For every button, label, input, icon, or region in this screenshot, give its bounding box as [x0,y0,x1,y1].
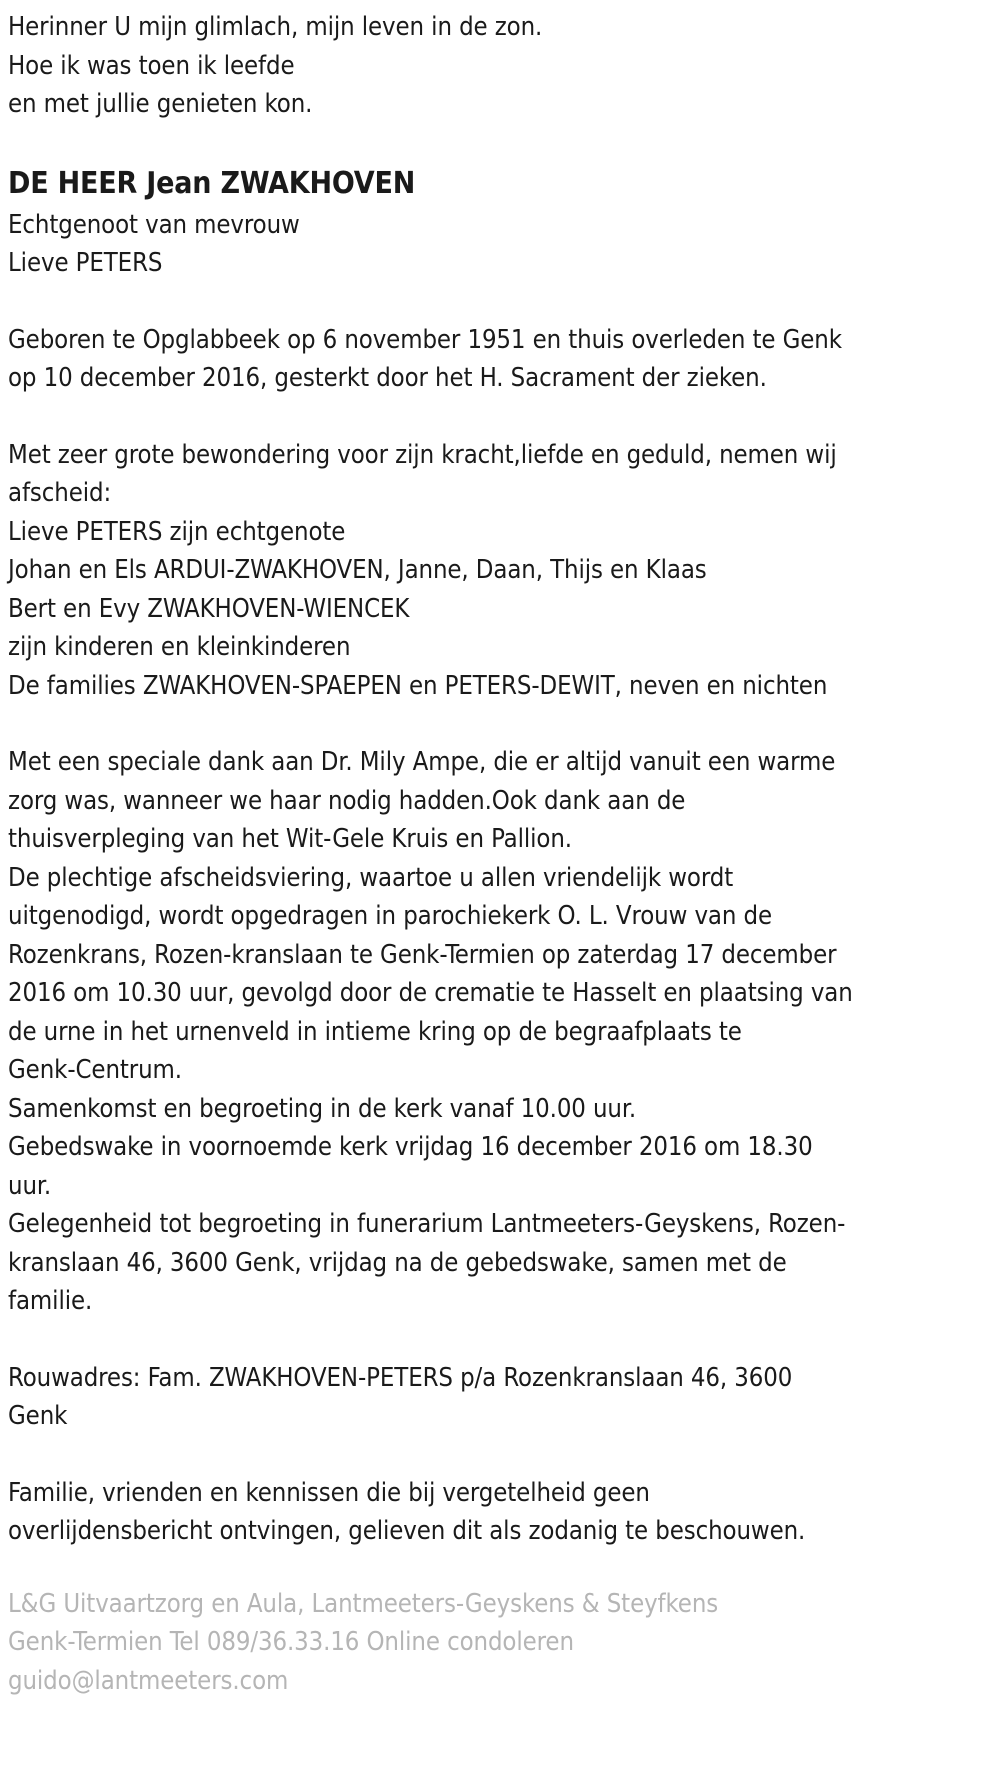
ceremony-line: Genk-Centrum. [8,1055,182,1085]
ceremony-line: kranslaan 46, 3600 Genk, vrijdag na de gebedswake, samen met de [8,1247,787,1278]
deceased-name-heading: DE HEER Jean ZWAKHOVEN [8,165,416,201]
poem-block [8,8,990,124]
poem-line: Herinner U mijn glimlach, mijn leven in de zon. [8,12,543,42]
mourning-address-line: Genk [8,1401,68,1431]
spacer [8,283,990,321]
survivor-line: Lieve PETERS zijn echtgenote [8,516,346,547]
spouse-name: Lieve PETERS [8,248,163,278]
spacer [8,124,990,162]
ceremony-line: Samenkomst en begroeting in de kerk vanaf 10.00 uur. [8,1093,637,1124]
ceremony-line: Gebedswake in voornoemde kerk vrijdag 16 december 2016 om 18.30 [8,1132,813,1162]
mourning-address-block [8,1359,990,1436]
ceremony-block [8,859,990,1321]
spacer [8,1321,990,1359]
spacer [8,705,990,743]
birth-death-block [8,321,990,398]
survivor-line: De families ZWAKHOVEN-SPAEPEN en PETERS-DEWIT, neven en nichten [8,670,828,701]
ceremony-line: familie. [8,1286,93,1316]
poem-line: en met jullie genieten kon. [8,89,313,119]
birth-death-line: op 10 december 2016, gesterkt door het H. Sacrament der zieken. [8,363,767,393]
farewell-intro-line: afscheid: [8,478,112,508]
ceremony-line: uitgenodigd, wordt opgedragen in parochiekerk O. L. Vrouw van de [8,901,773,931]
footer-line: L&G Uitvaartzorg en Aula, Lantmeeters-Geyskens & Steyfkens [8,1588,719,1619]
survivor-line: Johan en Els ARDUI-ZWAKHOVEN, Janne, Daan, Thijs en Klaas [8,555,707,585]
spouse-prefix: Echtgenoot van mevrouw [8,209,300,240]
ceremony-line: de urne in het urnenveld in intieme kring op de begraafplaats te [8,1016,742,1047]
ceremony-line: Gelegenheid tot begroeting in funerarium Lantmeeters-Geyskens, Rozen- [8,1209,846,1239]
thanks-block [8,743,990,859]
farewell-intro-block [8,436,990,513]
survivors-block [8,513,990,706]
survivor-line: zijn kinderen en kleinkinderen [8,632,351,662]
thanks-line: zorg was, wanneer we haar nodig hadden.Ook dank aan de [8,785,686,816]
birth-death-line: Geboren te Opglabbeek op 6 november 1951 en thuis overleden te Genk [8,324,842,355]
closing-block [8,1474,990,1551]
thanks-line: thuisverpleging van het Wit-Gele Kruis en Pallion. [8,824,572,854]
footer-email[interactable]: guido@lantmeeters.com [8,1665,289,1696]
closing-line: overlijdensbericht ontvingen, gelieven dit als zodanig te beschouwen. [8,1516,806,1546]
thanks-line: Met een speciale dank aan Dr. Mily Ampe, die er altijd vanuit een warme [8,747,836,777]
ceremony-line: uur. [8,1170,52,1201]
farewell-intro-line: Met zeer grote bewondering voor zijn kracht,liefde en geduld, nemen wij [8,439,837,470]
funeral-home-footer [8,1585,990,1701]
ceremony-line: Rozenkrans, Rozen-kranslaan te Genk-Termien op zaterdag 17 december [8,939,837,970]
spacer [8,1436,990,1474]
ceremony-line: 2016 om 10.30 uur, gevolgd door de crematie te Hasselt en plaatsing van [8,978,853,1008]
ceremony-line: De plechtige afscheidsviering, waartoe u allen vriendelijk wordt [8,862,734,893]
survivor-line: Bert en Evy ZWAKHOVEN-WIENCEK [8,593,410,624]
spacer [8,398,990,436]
poem-line: Hoe ik was toen ik leefde [8,50,295,81]
footer-line: Genk-Termien Tel 089/36.33.16 Online condoleren [8,1627,574,1657]
mourning-address-line: Rouwadres: Fam. ZWAKHOVEN-PETERS p/a Rozenkranslaan 46, 3600 [8,1362,793,1393]
closing-line: Familie, vrienden en kennissen die bij vergetelheid geen [8,1477,650,1508]
